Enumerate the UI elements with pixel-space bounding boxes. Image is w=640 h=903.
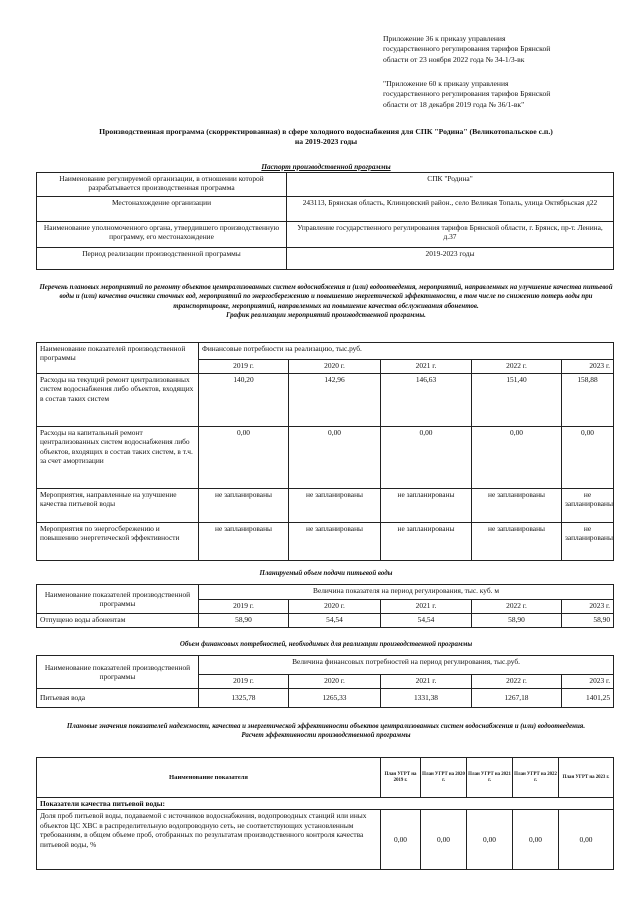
plan-header: План УГРТ на 2019 г. bbox=[381, 758, 421, 798]
row-label: Расходы на капитальный ремонт централизованных систем водоснабжения либо объектов, входящих в состав таких систем, в т.ч. за счет амортизации bbox=[37, 427, 199, 489]
supply-caption: Планируемый объем подачи питьевой воды bbox=[259, 570, 393, 577]
row-value: не запланированы bbox=[289, 523, 381, 561]
year-header: 2020 г. bbox=[289, 600, 381, 614]
supply-header-group: Величина показателя на период регулирования, тыс. куб. м bbox=[199, 585, 614, 600]
events-header-label: Наименование показателей производственной программы bbox=[37, 343, 199, 374]
passport-label: Период реализации производственной программы bbox=[37, 248, 287, 270]
row-value: 1331,38 bbox=[381, 689, 472, 708]
events-table bbox=[36, 342, 614, 561]
row-value: 1401,25 bbox=[562, 689, 614, 708]
row-value: 151,40 bbox=[472, 374, 562, 427]
year-header: 2019 г. bbox=[199, 675, 289, 689]
supply-table bbox=[36, 584, 614, 628]
row-label: Питьевая вода bbox=[37, 689, 199, 708]
row-value: 158,88 bbox=[562, 374, 614, 427]
table-row bbox=[37, 374, 614, 427]
passport-caption: Паспорт производственной программы bbox=[261, 162, 391, 171]
plan-header: План УГРТ на 2020 г. bbox=[421, 758, 467, 798]
row-value: 58,90 bbox=[199, 614, 289, 628]
passport-value: 243113, Брянская область, Клинцовский район., село Великая Топаль, улица Октябрьская д22 bbox=[287, 197, 614, 222]
plan-header: План УГРТ на 2021 г. bbox=[467, 758, 513, 798]
table-row bbox=[37, 222, 614, 248]
finance-header-label: Наименование показателей производственной программы bbox=[37, 656, 199, 689]
row-value: 0,00 bbox=[289, 427, 381, 489]
row-value: 140,20 bbox=[199, 374, 289, 427]
row-value: не запланированы bbox=[289, 489, 381, 523]
row-value: не запланированы bbox=[199, 489, 289, 523]
passport-label: Местонахождение организации bbox=[37, 197, 287, 222]
indicators-header-label: Наименование показателя bbox=[37, 758, 381, 798]
indicators-caption-calc: Расчет эффективности производственной программы bbox=[241, 732, 411, 740]
plan-header: План УГРТ на 2022 г. bbox=[513, 758, 559, 798]
row-value: не запланированы bbox=[562, 489, 614, 523]
row-value: 54,54 bbox=[289, 614, 381, 628]
row-value: 1265,33 bbox=[289, 689, 381, 708]
table-row bbox=[37, 758, 614, 798]
row-value: не запланированы bbox=[472, 523, 562, 561]
passport-value: СПК "Родина" bbox=[287, 173, 614, 197]
passport-value: 2019-2023 годы bbox=[287, 248, 614, 270]
table-row bbox=[37, 656, 614, 675]
title-line-2: на 2019-2023 годы bbox=[294, 137, 358, 146]
events-caption bbox=[36, 283, 616, 321]
row-value: 1267,18 bbox=[472, 689, 562, 708]
table-row bbox=[37, 614, 614, 628]
year-header: 2021 г. bbox=[381, 675, 472, 689]
table-row bbox=[37, 173, 614, 197]
row-value: 0,00 bbox=[472, 427, 562, 489]
row-value: не запланированы bbox=[199, 523, 289, 561]
appendix-note-1 bbox=[383, 34, 628, 65]
events-header-group: Финансовые потребности на реализацию, тыс.руб. bbox=[199, 343, 614, 360]
row-label: Отпущено воды абонентам bbox=[37, 614, 199, 628]
row-value: 58,90 bbox=[472, 614, 562, 628]
finance-caption: Объем финансовых потребностей, необходимых для реализации производственной программы bbox=[179, 641, 473, 648]
row-value: 0,00 bbox=[381, 427, 472, 489]
row-value: 0,00 bbox=[513, 810, 559, 870]
passport-label: Наименование регулируемой организации, в отношении которой разрабатывается производственная программа bbox=[37, 173, 287, 197]
year-header: 2022 г. bbox=[472, 675, 562, 689]
year-header: 2021 г. bbox=[381, 600, 472, 614]
year-header: 2022 г. bbox=[472, 360, 562, 374]
appendix-note-2 bbox=[383, 79, 628, 110]
table-row bbox=[37, 248, 614, 270]
indicators-caption bbox=[36, 722, 616, 741]
row-value: 0,00 bbox=[559, 810, 614, 870]
plan-header: План УГРТ на 2023 г. bbox=[559, 758, 614, 798]
year-header: 2021 г. bbox=[381, 360, 472, 374]
table-row bbox=[37, 197, 614, 222]
table-row bbox=[37, 523, 614, 561]
year-header: 2019 г. bbox=[199, 360, 289, 374]
passport-label: Наименование уполномоченного органа, утвердившего производственную программу, его местонахождение bbox=[37, 222, 287, 248]
note1-line: области от 23 ноября 2022 года № 34-1/3-вк bbox=[383, 54, 525, 64]
document-title bbox=[36, 127, 616, 147]
row-label: Мероприятия, направленные на улучшение качества питьевой воды bbox=[37, 489, 199, 523]
row-value: 58,90 bbox=[562, 614, 614, 628]
table-row bbox=[37, 343, 614, 360]
row-value: 54,54 bbox=[381, 614, 472, 628]
year-header: 2019 г. bbox=[199, 600, 289, 614]
year-header: 2020 г. bbox=[289, 675, 381, 689]
finance-header-group: Величина финансовых потребностей на период регулирования, тыс.руб. bbox=[199, 656, 614, 675]
note1-line: Приложение 36 к приказу управления bbox=[383, 34, 506, 43]
row-label: Расходы на текущий ремонт централизованных систем водоснабжения либо объектов, входящих в состав таких систем bbox=[37, 374, 199, 427]
table-row bbox=[37, 489, 614, 523]
table-row bbox=[37, 427, 614, 489]
title-line-1: Производственная программа (скорректированная) в сфере холодного водоснабжения для СПК "Родина" (Великотопальское с.п.) bbox=[99, 127, 553, 136]
supply-header-label: Наименование показателей производственной программы bbox=[37, 585, 199, 614]
indicators-caption-text: Плановые значения показателей надежности, качества и энергетической эффективности объектов централизованных систем водоснабжения и (или) водоотведения. bbox=[66, 723, 586, 730]
year-header: 2022 г. bbox=[472, 600, 562, 614]
note2-line: "Приложение 60 к приказу управления bbox=[383, 79, 509, 88]
row-value: 0,00 bbox=[381, 810, 421, 870]
row-value: 0,00 bbox=[199, 427, 289, 489]
row-value: не запланированы bbox=[562, 523, 614, 561]
row-value: 0,00 bbox=[562, 427, 614, 489]
row-value: 1325,78 bbox=[199, 689, 289, 708]
row-value: 146,63 bbox=[381, 374, 472, 427]
table-row bbox=[37, 585, 614, 600]
table-row bbox=[37, 810, 614, 870]
section-heading: Показатели качества питьевой воды: bbox=[37, 798, 614, 810]
indicators-table bbox=[36, 757, 614, 870]
note1-line: государственного регулирования тарифов Брянской bbox=[383, 44, 551, 54]
events-caption-text: Перечень плановых мероприятий по ремонту объектов централизованных систем водоснабжения и (или) водоотведения, мероприятий, направленных на улучшение качества питьевой воды и (или) качества очистки сточных вод, мероприятий по энергосбережению и повышению энергетической эффективности, в том числе по снижению потерь воды при транспортировке, мероприятий, направленных на повышение качества обслуживания абонентов. bbox=[39, 284, 613, 310]
finance-table bbox=[36, 655, 614, 708]
row-value: не запланированы bbox=[381, 523, 472, 561]
year-header: 2020 г. bbox=[289, 360, 381, 374]
note2-line: государственного регулирования тарифов Брянской bbox=[383, 89, 551, 99]
passport-value: Управление государственного регулирования тарифов Брянской области, г. Брянск, пр-т. Ленина, д.37 bbox=[287, 222, 614, 248]
passport-table bbox=[36, 172, 614, 270]
row-label: Мероприятия по энергосбережению и повышению энергетической эффективности bbox=[37, 523, 199, 561]
row-label: Доля проб питьевой воды, подаваемой с источников водоснабжения, водопроводных станций или иных объектов ЦС ХВС в распределительную водопроводную сеть, не соответствующих установленным требованиям, в общем объеме проб, отобранных по результатам производственного контроля качества питьевой воды, % bbox=[37, 810, 381, 870]
table-row bbox=[37, 798, 614, 810]
year-header: 2023 г. bbox=[562, 675, 614, 689]
row-value: 0,00 bbox=[421, 810, 467, 870]
row-value: 0,00 bbox=[467, 810, 513, 870]
events-caption-schedule: График реализации мероприятий производственной программы. bbox=[226, 312, 426, 320]
table-row bbox=[37, 689, 614, 708]
year-header: 2023 г. bbox=[562, 600, 614, 614]
note2-line: области от 18 декабря 2019 года № 36/1-вк" bbox=[383, 99, 525, 109]
row-value: не запланированы bbox=[381, 489, 472, 523]
row-value: 142,96 bbox=[289, 374, 381, 427]
row-value: не запланированы bbox=[472, 489, 562, 523]
year-header: 2023 г. bbox=[562, 360, 614, 374]
